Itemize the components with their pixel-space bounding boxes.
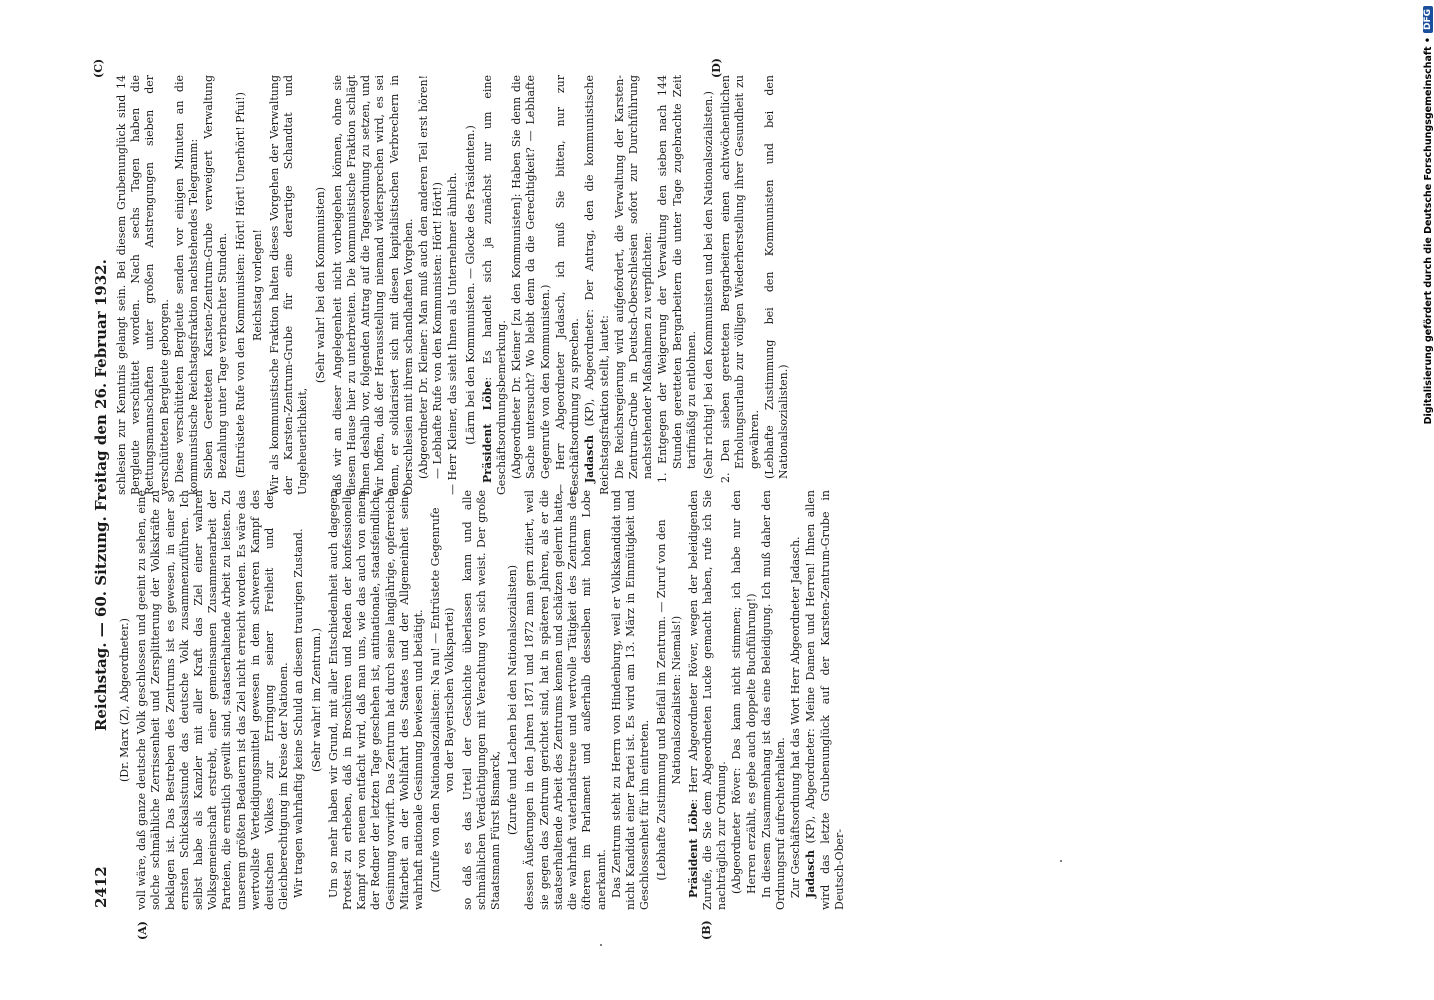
speaker-paragraph: Präsident Löbe: Herr Abgeordneter Röver, wegen der beleidigenden Zurufe, die Sie dem Abgeordneten Lucke gemacht haben, rufe ich Sie nachträglich zur Ordnung. bbox=[686, 490, 729, 910]
margin-mark-b: (B) bbox=[700, 920, 713, 940]
speaker-name: Präsident Löbe bbox=[686, 802, 700, 898]
paragraph: Wir tragen wahrhaftig keine Schuld an diesem traurigen Zustand. bbox=[292, 528, 306, 898]
paragraph: Das Zentrum steht zu Herrn von Hindenburg, weil er Volkskandidat und nicht Kandidat einer Partei ist. Es wird am 13. März in Einmütigkeit und Geschlossenheit für ihn eintreten. bbox=[609, 490, 652, 910]
paragraph: — Herr Kleiner, das sieht Ihnen als Unternehmer ähnlich. bbox=[446, 172, 460, 495]
paragraph: (Dr. Marx (Z), Abgeordneter.) bbox=[118, 618, 131, 782]
paragraph: voll wäre, daß ganze deutsche Volk geschlossen und geeint zu sehen, eine solche schmähliche Zerrissenheit und Zersplitterung der Volkskräfte zu beklagen ist. Das Bestreben des Zentrums ist es gewesen, in einer so ernsten Schicksalsstunde das deutsche Volk zusammenzuführen. Ich selbst habe als Kanzler mit aller Kraft das Ziel einer wahren Volksgemeinschaft erstrebt, einer gemeinsamen Zusammenarbeit der Parteien, die ernstlich gewillt sind, staatserhaltende Arbeit zu leisten. Zu unserem größten Bedauern ist das Ziel nicht erreicht worden. Es wäre das wertvollste Verteidigungsmittel gewesen in dem schweren Kampf des deutschen Volkes zur Erringung seiner Freiheit und der Gleichberechtigung im Kreise der Nationen. bbox=[135, 490, 291, 910]
speaker-paragraph: Jadasch (KP), Abgeordneter: Der Antrag, den die kommunistische Reichstagsfraktion stellt, lautet: bbox=[583, 75, 611, 495]
paragraph: daß wir an dieser Angelegenheit nicht vorbeigehen können, ohne sie diesem Hause hier zu unterbreiten. Die kommunistische Fraktion schlägt Ihnen deshalb vor, folgenden Antrag auf die Tagesordnung zu setzen, und wir hoffen, daß der Herausstellung niemand widersprechen wird, es sei denn, er solidarisiert sich mit diesen kapitalistischen Verbrechern in Oberschlesien mit ihrem schandhaften Vorgehen. bbox=[330, 75, 415, 495]
interjection: (Abgeordneter Röver: Das kann nicht stimmen; ich habe nur den Herren erzählt, es gebe auch doppelte Buchführung!) bbox=[730, 490, 758, 894]
paragraph: Zur Geschäftsordnung hat das Wort Herr Abgeordneter Jadasch. bbox=[789, 536, 803, 898]
right-column bbox=[115, 75, 1305, 495]
running-title: Reichstag. — 60. Sitzung. Freitag den 26. Februar 1932. bbox=[92, 259, 110, 732]
interjection: (Lebhafte Zustimmung bei den Kommunisten und bei den Nationalsozialisten.) bbox=[762, 75, 790, 479]
interjection: (Sehr richtig! bei den Kommunisten und bei den Nationalsozialisten.) bbox=[701, 91, 715, 479]
speaker-name: Jadasch bbox=[583, 434, 597, 483]
speaker-paragraph: Jadasch (KP), Abgeordneter: Meine Damen und Herren! Ihnen allen wird das letzte Grubenunglück auf der Karsten-Zentrum-Grube in Deutsch-Ober- bbox=[804, 490, 846, 910]
paragraph: Diese verschütteten Bergleute senden vor einigen Minuten an die kommunistische Reichstagsfraktion nachstehendes Telegramm: bbox=[172, 75, 201, 495]
motion-item: 1. Entgegen der Weigerung der Verwaltung den sieben nach 144 Stunden geretteten Bergarbeitern die unter Tage zugebrachte Zeit tarifmäßig zu entlohnen. bbox=[656, 75, 698, 483]
interjection: (Lärm bei den Kommunisten. — Glocke des Präsidenten.) bbox=[463, 125, 477, 445]
page-number: 2412 bbox=[92, 866, 110, 908]
motion-item: 2. Den sieben geretteten Bergarbeitern einen achtwöchentlichen Erholungsurlaub zur völligen Wiederherstellung ihrer Gesundheit zu gewähren. bbox=[719, 75, 761, 483]
motion-text: Die Reichsregierung wird aufgefordert, die Verwaltung der Karsten-Zentrum-Grube in Deutsch-Oberschlesien sofort zur Durchführung nachstehender Maßnahmen zu verpflichten: bbox=[612, 75, 655, 479]
dfg-logo: DFG bbox=[1423, 6, 1433, 33]
scan-speck bbox=[1060, 860, 1062, 862]
paragraph: dessen Äußerungen in den Jahren 1871 und 1872 man gern zitiert, weil sie gegen das Zentrum gerichtet sind, hat in späteren Jahren, als er die staatserhaltende Arbeit des Zentrums kennen und schätzen gelernt hatte, die wahrhaft vaterlandstreue und wertvolle Tätigkeit des Zentrums des öfteren im Parlament und außerhalb desselben mit hohem Lobe anerkannt. bbox=[523, 490, 608, 910]
margin-mark-d: (D) bbox=[710, 58, 723, 78]
interjection: (Sehr wahr! bei den Kommunisten) bbox=[313, 186, 327, 384]
margin-mark-c: (C) bbox=[92, 58, 105, 78]
paragraph: Wir als kommunistische Fraktion halten dieses Vorgehen der Verwaltung der Karsten-Zentrum-Grube für eine derartige Schandtat und Ungeheuerlichkeit, bbox=[268, 75, 310, 495]
left-column bbox=[115, 490, 1305, 910]
digitization-credit bbox=[1418, 6, 1434, 696]
speaker-paragraph: Präsident Löbe: Es handelt sich ja zunächst nur um eine Geschäftsordnungsbemerkung. bbox=[480, 75, 509, 495]
interjection: (Abgeordneter Dr. Kleiner: Man muß auch den anderen Teil erst hören! — Lebhafte Rufe von den Kommunisten: Hört! Hört!) bbox=[417, 75, 445, 479]
paragraph: Reichstag vorlegen! bbox=[250, 229, 264, 341]
interjection: (Sehr wahr! im Zentrum.) bbox=[309, 627, 323, 773]
interjection: (Entrüstete Rufe von den Kommunisten: Hört! Hört! Unerhört! Pfui!) bbox=[233, 92, 247, 478]
margin-mark-a: (A) bbox=[136, 921, 149, 940]
telegram-text: Sieben Geretteten Karsten-Zentrum-Grube verweigert Verwaltung Bezahlung unter Tage verbrachter Stunden. bbox=[202, 75, 230, 479]
interjection: (Abgeordneter Dr. Kleiner [zu den Kommunisten]: Haben Sie denn die Sache untersucht? Wo bleibt denn da die Gerechtigkeit? — Lebhafte Gegenrufe von den Kommunisten.) bbox=[510, 75, 552, 479]
interjection: (Zurufe und Lachen bei den Nationalsozialisten) bbox=[506, 564, 520, 836]
speaker-name: Präsident Löbe bbox=[480, 380, 494, 483]
paragraph: — Herr Abgeordneter Jadasch, ich muß Sie bitten, nur zur Geschäftsordnung zu sprechen. bbox=[553, 75, 582, 495]
scan-speck bbox=[600, 944, 602, 946]
paragraph: In diesem Zusammenhang ist das eine Beleidigung. Ich muß daher den Ordnungsruf aufrechterhalten. bbox=[759, 490, 787, 910]
paragraph: Um so mehr haben wir Grund, mit aller Entschiedenheit auch dagegen Protest zu erheben, daß in Broschüren und Reden der konfessionelle Kampf von neuem entfacht wird, daß man uns, wie das auch von einem der Redner der letzten Tage geschehen ist, antinationale, staatsfeindliche Gesinnung vorwirft. Das Zentrum hat durch seine langjährige, opferreiche Mitarbeit an der Wohlfahrt des Staates und der Allgemeinheit seine wahrhaft nationale Gesinnung bewiesen und betätigt. bbox=[326, 490, 426, 910]
paragraph: schlesien zur Kenntnis gelangt sein. Bei diesem Grubenunglück sind 14 Bergleute verschüttet worden. Nach sechs Tagen haben die Rettungsmannschaften unter großen Anstrengungen sieben der verschütteten Bergleute geborgen. bbox=[115, 75, 171, 495]
credit-text: Digitalisierung gefördert durch die Deutsche Forschungsgemeinschaft • bbox=[1422, 37, 1434, 425]
paragraph: so daß es das Urteil der Geschichte überlassen kann und alle schmählichen Verdächtigungen mit Verachtung von sich weist. Der große Staatsmann Fürst Bismarck, bbox=[460, 490, 503, 910]
interjection: (Lebhafte Zustimmung und Beifall im Zentrum. — Zuruf von den Nationalsozialisten: Niemals!) bbox=[655, 519, 683, 881]
speaker-name: Jadasch bbox=[804, 849, 818, 898]
interjection: (Zurufe von den Nationalsozialisten: Na nu! — Entrüstete Gegenrufe von der Bayerischen Volkspartei) bbox=[429, 507, 457, 893]
page-header bbox=[80, 84, 110, 908]
